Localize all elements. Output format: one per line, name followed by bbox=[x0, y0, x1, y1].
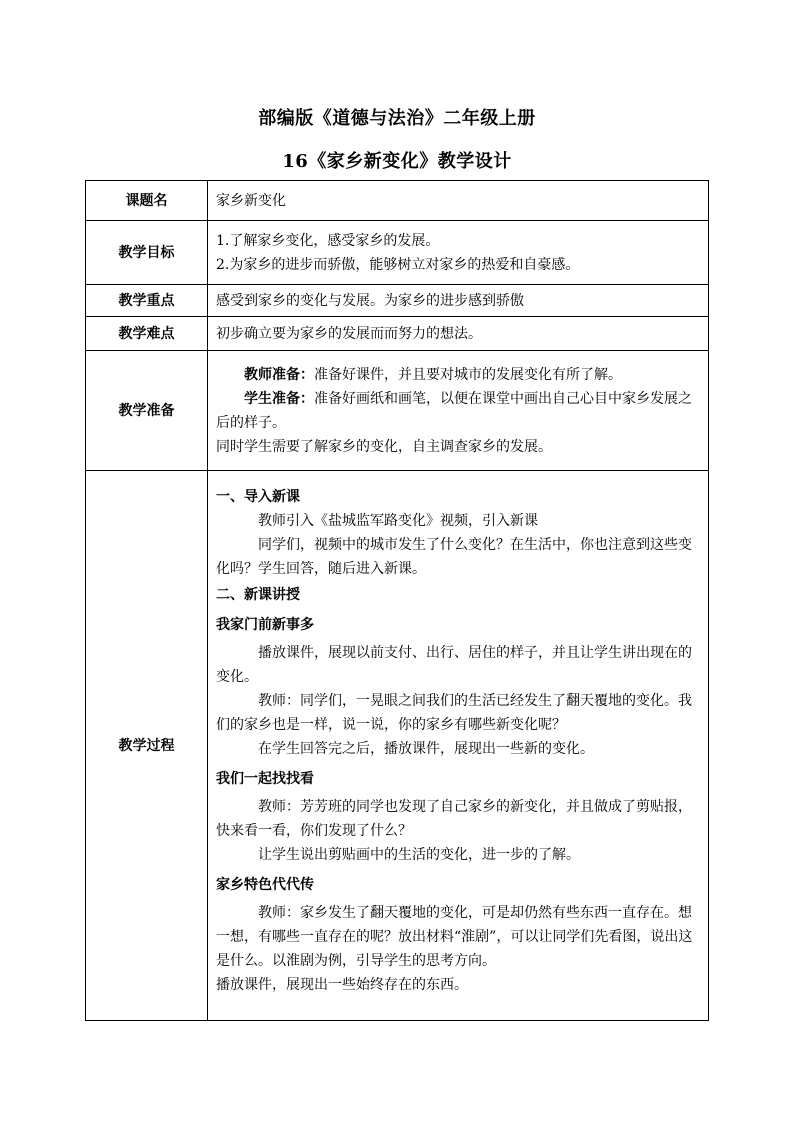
lesson-plan-table bbox=[85, 180, 709, 1021]
value-process bbox=[208, 471, 709, 1021]
label-focus: 教学重点 bbox=[86, 285, 208, 317]
prep-teacher-text: 准备好课件，并且要对城市的发展变化有所了解。 bbox=[314, 366, 622, 383]
label-goals: 教学目标 bbox=[86, 221, 208, 285]
paragraph: 教师引入《盐城监军路变化》视频，引入新课 bbox=[258, 513, 538, 529]
row-focus bbox=[86, 285, 709, 317]
subsection-heading: 我家门前新事多 bbox=[216, 617, 314, 633]
value-prep bbox=[208, 351, 709, 471]
subsection-heading: 家乡特色代代传 bbox=[216, 877, 314, 893]
value-goals bbox=[208, 221, 709, 285]
paragraph: 播放课件，展现出一些始终存在的东西。 bbox=[216, 977, 468, 993]
prep-student-text: 准备好画纸和画笔，以便在课堂中画出自己心目中家乡发展之后的样子。 bbox=[216, 390, 692, 431]
paragraph: 教师：家乡发生了翻天覆地的变化，可是却仍然有些东西一直存在。想一想，有哪些一直存在的呢？放出材料“淮剧”，可以让同学们先看图，说出这是什么。以淮剧为例，引导学生的思考方向。 bbox=[216, 905, 693, 969]
row-process bbox=[86, 471, 709, 1021]
row-difficulty bbox=[86, 317, 709, 351]
goal-item: 1.了解家乡变化，感受家乡的发展。 bbox=[216, 232, 440, 249]
prep-student-label: 学生准备： bbox=[244, 390, 314, 407]
section-heading: 一、导入新课 bbox=[216, 489, 300, 505]
label-process: 教学过程 bbox=[86, 471, 208, 1021]
paragraph: 同学们，视频中的城市发生了什么变化？在生活中，你也注意到这些变化吗？学生回答，随后进入新课。 bbox=[216, 537, 692, 577]
prep-extra: 同时学生需要了解家乡的变化，自主调查家乡的发展。 bbox=[216, 438, 552, 455]
label-difficulty: 教学难点 bbox=[86, 317, 208, 351]
paragraph: 教师：同学们，一晃眼之间我们的生活已经发生了翻天覆地的变化。我们的家乡也是一样，说一说，你的家乡有哪些新变化呢？ bbox=[216, 693, 692, 733]
document-title: 部编版《道德与法治》二年级上册 bbox=[258, 108, 536, 129]
prep-student bbox=[216, 387, 700, 435]
label-prep: 教学准备 bbox=[86, 351, 208, 471]
value-topic: 家乡新变化 bbox=[208, 181, 709, 221]
row-topic bbox=[86, 181, 709, 221]
paragraph: 让学生说出剪贴画中的生活的变化，进一步的了解。 bbox=[258, 847, 580, 863]
document-subtitle: 16《家乡新变化》教学设计 bbox=[282, 151, 512, 172]
subsection-heading: 我们一起找找看 bbox=[216, 771, 314, 787]
value-focus: 感受到家乡的变化与发展。为家乡的进步感到骄傲 bbox=[208, 285, 709, 317]
value-difficulty: 初步确立要为家乡的发展而而努力的想法。 bbox=[208, 317, 709, 351]
paragraph: 在学生回答完之后，播放课件，展现出一些新的变化。 bbox=[258, 741, 594, 757]
paragraph: 教师：芳芳班的同学也发现了自己家乡的新变化，并且做成了剪贴报，快来看一看，你们发现了什么？ bbox=[216, 799, 692, 839]
goal-item: 2.为家乡的进步而骄傲，能够树立对家乡的热爱和自豪感。 bbox=[216, 256, 580, 273]
row-prep bbox=[86, 351, 709, 471]
prep-teacher-label: 教师准备： bbox=[244, 366, 314, 383]
label-topic: 课题名 bbox=[86, 181, 208, 221]
paragraph: 播放课件，展现以前支付、出行、居住的样子，并且让学生讲出现在的变化。 bbox=[216, 645, 692, 685]
prep-teacher bbox=[216, 363, 700, 387]
row-goals bbox=[86, 221, 709, 285]
section-heading: 二、新课讲授 bbox=[216, 587, 300, 603]
